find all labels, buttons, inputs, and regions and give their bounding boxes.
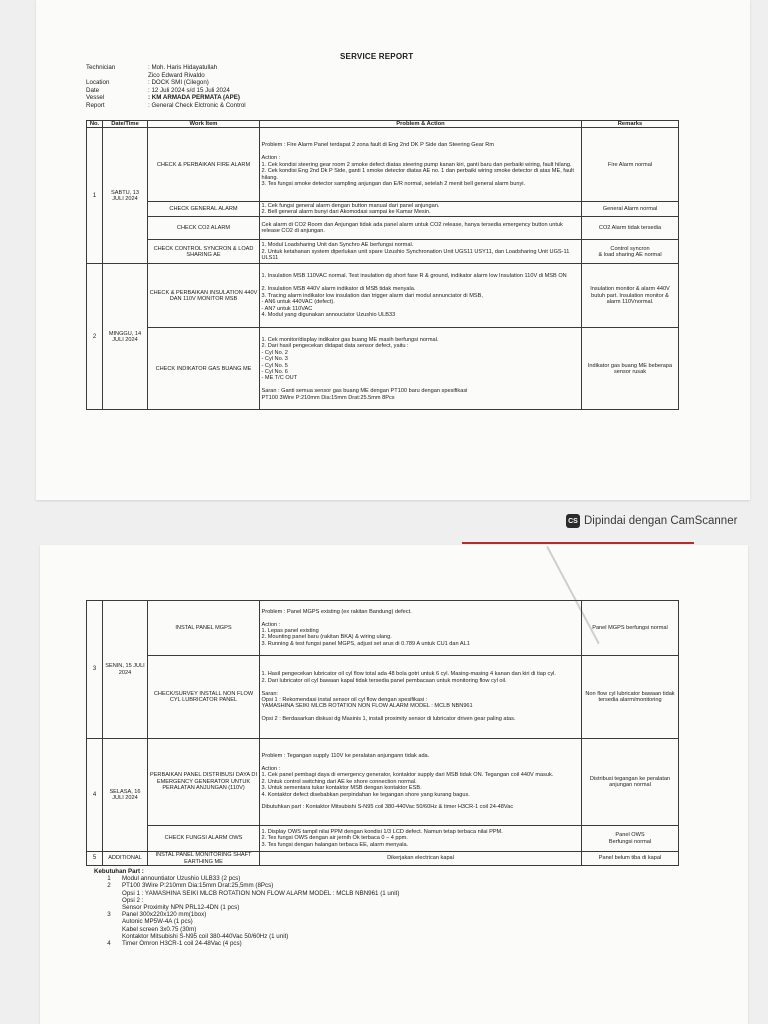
col-header-date: Date/Time (103, 121, 148, 128)
table-row (87, 264, 679, 328)
row-no: 4 (87, 739, 103, 852)
col-header-remarks: Remarks (582, 121, 679, 128)
row-remarks: Control syncron & load sharing AE normal (582, 240, 679, 264)
item-text: Sensor Proximity NPN PRL12-4DN (1 pcs) Panel 300x220x120 mm(1box) Autonic MP5W-4A (1 pcs) Kabel screen 3x0.75 (30m) Kontaktor Mitsubishi S-N95 coil 380-440Vac 50/60Hz (1 unit) (122, 904, 289, 940)
row-work-item: CHECK & PERBAIKAN INSULATION 440V DAN 110V MONITOR MSB (148, 264, 260, 328)
row-problem-action: 1. Insulation MSB 110VAC normal. Test insulation dg short fase R & ground, indikator alarm low Insulation 110V di MSB ON 2. Insulation MSB 440V alarm indikator di MSB tidak menyala. 3. Tracing alarm indikator low insulation dan trigger alarm dari modul annunciator di MSB, - AN6 untuk 440VAC (defect). - AN7 untuk 110VAC 4. Modul yang digunakan annouciator Uzushio ULB33 (260, 264, 582, 328)
row-date: SABTU, 13 JULI 2024 (103, 128, 148, 264)
row-work-item: CHECK FUNGSI ALARM OWS (148, 826, 260, 852)
item-text: Timer Omron H3CR-1 coil 24-48Vac (4 pcs) (122, 940, 242, 948)
meta-label: Date (86, 86, 100, 94)
table-row (87, 240, 679, 264)
table-row (87, 852, 679, 866)
col-header-no: No. (87, 121, 103, 128)
row-problem-action: 1. Cek monitor/display indikator gas buang ME masih berfungsi normal. 2. Dari hasil pengecekan didapat data sensor defect, yaitu : - Cyl No. 2 - Cyl No. 3 - Cyl No. 5 - Cyl No. 6 - ME T/C OUT Saran : Ganti semua sensor gas buang ME dengan PT100 baru dengan spesifikasi PT100 3Wire P:210mm Dia:15mm Drat:25.5mm 8Pcs (260, 328, 582, 410)
item-text: PT100 3Wire P:210mm Dia:15mm Drat:25,5mm (8Pcs) Opsi 1 : YAMASHINA SEIKI MLCB ROTATION NON FLOW ALARM MODEL : MCLB NBN961 (1 unit) Opsi 2 : (122, 882, 400, 904)
row-no: 2 (87, 264, 103, 410)
meta-label: Location (86, 79, 110, 87)
item-number: 2 (107, 882, 111, 890)
list-item (96, 875, 399, 882)
meta-value: Zico Edward Rivaldo (148, 71, 205, 79)
row-work-item: CHECK/SURVEY INSTALL NON FLOW CYL LUBRICATOR PANEL (148, 656, 260, 739)
row-work-item: CHECK INDIKATOR GAS BUANG ME (148, 328, 260, 410)
meta-value: : DOCK SMI (Cilegon) (148, 79, 209, 87)
list-item (96, 882, 399, 904)
meta-row (86, 72, 246, 80)
row-work-item: CHECK CO2 ALARM (148, 217, 260, 240)
camscanner-watermark (566, 514, 737, 528)
col-header-problem: Problem & Action (260, 121, 582, 128)
row-no: 5 (87, 852, 103, 866)
row-problem-action: 1. Hasil pengecekan lubricator oil cyl flow total ada 48 bola gotri untuk 6 cyl. Masing-masing 4 kanan dan kiri di tiap cyl. 2. Dari lubricator oil cyl bawaan kapal tidak tersedia panel pembacaan untuk monitoring flow cyl oil. Saran: Opsi 1 : Rekomendasi instal sensor oil cyl flow dengan spesifikasi : YAMASHINA SEIKI MLCB ROTATION NON FLOW ALARM MODEL : MCLB NBN961 Opsi 2 : Berdasarkan diskusi dg Masinis 1, install proximity sensor di lubricator driven gear paling atas. (260, 656, 582, 739)
meta-row (86, 87, 246, 95)
meta-row (86, 102, 246, 110)
row-date: SELASA, 16 JULI 2024 (103, 739, 148, 852)
table-row (87, 217, 679, 240)
row-remarks: Insulation monitor & alarm 440V butuh part. Insulation monitor & alarm 110Vnormal. (582, 264, 679, 328)
meta-value: : General Check Elctronic & Control (148, 101, 246, 109)
meta-label: Report (86, 101, 105, 109)
row-remarks: CO2 Alarm tidak tersedia (582, 217, 679, 240)
meta-label (86, 72, 148, 80)
row-work-item: INSTAL PANEL MONITORING SHAFT EARTHING ME (148, 852, 260, 866)
col-header-work: Work Item (148, 121, 260, 128)
meta-row (86, 94, 246, 102)
row-remarks: Distribusi tegangan ke peralatan anjungan normal (582, 739, 679, 826)
row-work-item: CHECK GENERAL ALARM (148, 202, 260, 217)
row-no: 3 (87, 601, 103, 739)
meta-row (86, 79, 246, 87)
row-remarks: Indikator gas buang ME beberapa sensor rusak (582, 328, 679, 410)
list-item (96, 940, 399, 947)
meta-value: : 12 Juli 2024 s/d 15 Juli 2024 (148, 86, 230, 94)
list-item (96, 904, 399, 940)
meta-label: Vessel (86, 94, 105, 102)
camscanner-icon: CS (566, 514, 580, 528)
row-remarks: General Alarm normal (582, 202, 679, 217)
row-problem-action: 1. Modul Loadsharing Unit dan Synchro AE berfungsi normal. 2. Untuk ketahanan system diperlukan unit spare Uzushio Synchronation Unit UGS11 USY11, dan Loadsharing Unit UGS-11 ULS11 (260, 240, 582, 264)
row-remarks: Panel MGPS berfungsi normal (582, 601, 679, 656)
row-work-item: CHECK & PERBAIKAN FIRE ALARM (148, 128, 260, 202)
row-date: ADDITIONAL (103, 852, 148, 866)
row-problem-action: Problem : Fire Alarm Panel terdapat 2 zona fault di Eng 2nd DK P Side dan Steering Gear Rm Action : 1. Cek kondisi steering gear room 2 smoke defect diatas steering pump kanan kiri, ganti baru dan perbaiki wiring, fault hilang. 2. Cek kondisi Eng 2nd Dk P Side, ganti 1 smoke detector diatas AE no. 1 dan perbaiki wiring smoke detector di atas ME, fault hilang. 3. Tes fungsi smoke detector sampling anjungan dan E/R normal, setelah 2 menit bell general alarm bunyi. (260, 128, 582, 202)
report-meta (86, 64, 246, 110)
camscanner-label: Dipindai dengan CamScanner (584, 515, 738, 527)
parts-header: Kebutuhan Part : (94, 868, 144, 875)
report-title: SERVICE REPORT (340, 52, 414, 61)
row-work-item: INSTAL PANEL MGPS (148, 601, 260, 656)
table-header-row (87, 121, 679, 128)
row-no: 1 (87, 128, 103, 264)
row-remarks: Non flow cyl lubricator bawaan tidak tersedia alarm/monitoring (582, 656, 679, 739)
meta-value: : KM ARMADA PERMATA (APE) (148, 94, 240, 102)
table-row (87, 826, 679, 852)
row-remarks: Fire Alarm normal (582, 128, 679, 202)
meta-label: Technician (86, 64, 116, 71)
table-row (87, 328, 679, 410)
item-number: 1 (107, 875, 111, 883)
service-table-1 (86, 120, 679, 410)
row-date: SENIN, 15 JULI 2024 (103, 601, 148, 739)
row-problem-action: 1. Display OWS tampil nilai PPM dengan kondisi 1/3 LCD defect. Namun tetap terbaca nilai PPM. 2. Tes fungsi OWS dengan air jernih Ok terbaca 0 – 4 ppm. 3. Tes fungsi dengan halangan terbaca EE, alarm menyala. (260, 826, 582, 852)
row-work-item: PERBAIKAN PANEL DISTRIBUSI DAYA DI EMERGENCY GENERATOR UNTUK PERALATAN ANJUNGAN (110V) (148, 739, 260, 826)
table-row (87, 739, 679, 826)
row-remarks: Panel OWS Berfungsi normal (582, 826, 679, 852)
row-problem-action: Dikerjakan electrican kapal (260, 852, 582, 866)
row-remarks: Panel belum tiba di kapal (582, 852, 679, 866)
table-row (87, 601, 679, 656)
row-work-item: CHECK CONTROL SYNCRON & LOAD SHARING AE (148, 240, 260, 264)
row-problem-action: Problem : Panel MGPS existing (ex rakitan Bandung) defect. Action : 1. Lepas panel existing 2. Mounting panel baru (rakitan BKA) & wiring ulang. 3. Running & test fungsi panel MGPS, adjust set arus di 0.789 A untuk CU1 dan AL1 (260, 601, 582, 656)
row-problem-action: 1. Cek fungsi general alarm dengan button manual dari panel anjungan. 2. Bell general alarm bunyi dari Akomodasi sampai ke Kamar Mesin. (260, 202, 582, 217)
table-row (87, 656, 679, 739)
meta-value: : Moh. Haris Hidayatullah (148, 64, 218, 71)
row-problem-action: Cek alarm di CO2 Room dan Anjungan tidak ada panel alarm untuk CO2 release, hanya tersedia emergency button untuk release CO2 di anjungan. (260, 217, 582, 240)
service-table-2 (86, 600, 679, 866)
item-number: 4 (107, 940, 111, 948)
scan-edge-line (462, 542, 694, 544)
row-problem-action: Problem : Tegangan supply 110V ke peralatan anjungann tidak ada. Action : 1. Cek panel pembagi daya di emergency generator, kontaktor supply dari MSB tidak ON. Tegangan coil 440V masuk. 2. Untuk control switching dari AE ke shore connection normal. 3. Untuk sementara tukar kontaktor MSB dengan kontaktor ESB. 4. Kontaktor defect disebabkan perpindahan ke tegangan shore yang kurang bagus. Dibutuhkan part : Kontaktor Mitsubishi S-N95 coil 380-440Vac 50/60Hz & timer H3CR-1 coil 24-48Vac (260, 739, 582, 826)
table-row (87, 202, 679, 217)
meta-row (86, 64, 246, 72)
row-date: MINGGU, 14 JULI 2024 (103, 264, 148, 410)
table-row (87, 128, 679, 202)
item-text: Modul annountiator Uzushio ULB33 (2 pcs) (122, 875, 241, 883)
item-number: 3 (107, 911, 111, 919)
parts-needed (96, 868, 399, 947)
